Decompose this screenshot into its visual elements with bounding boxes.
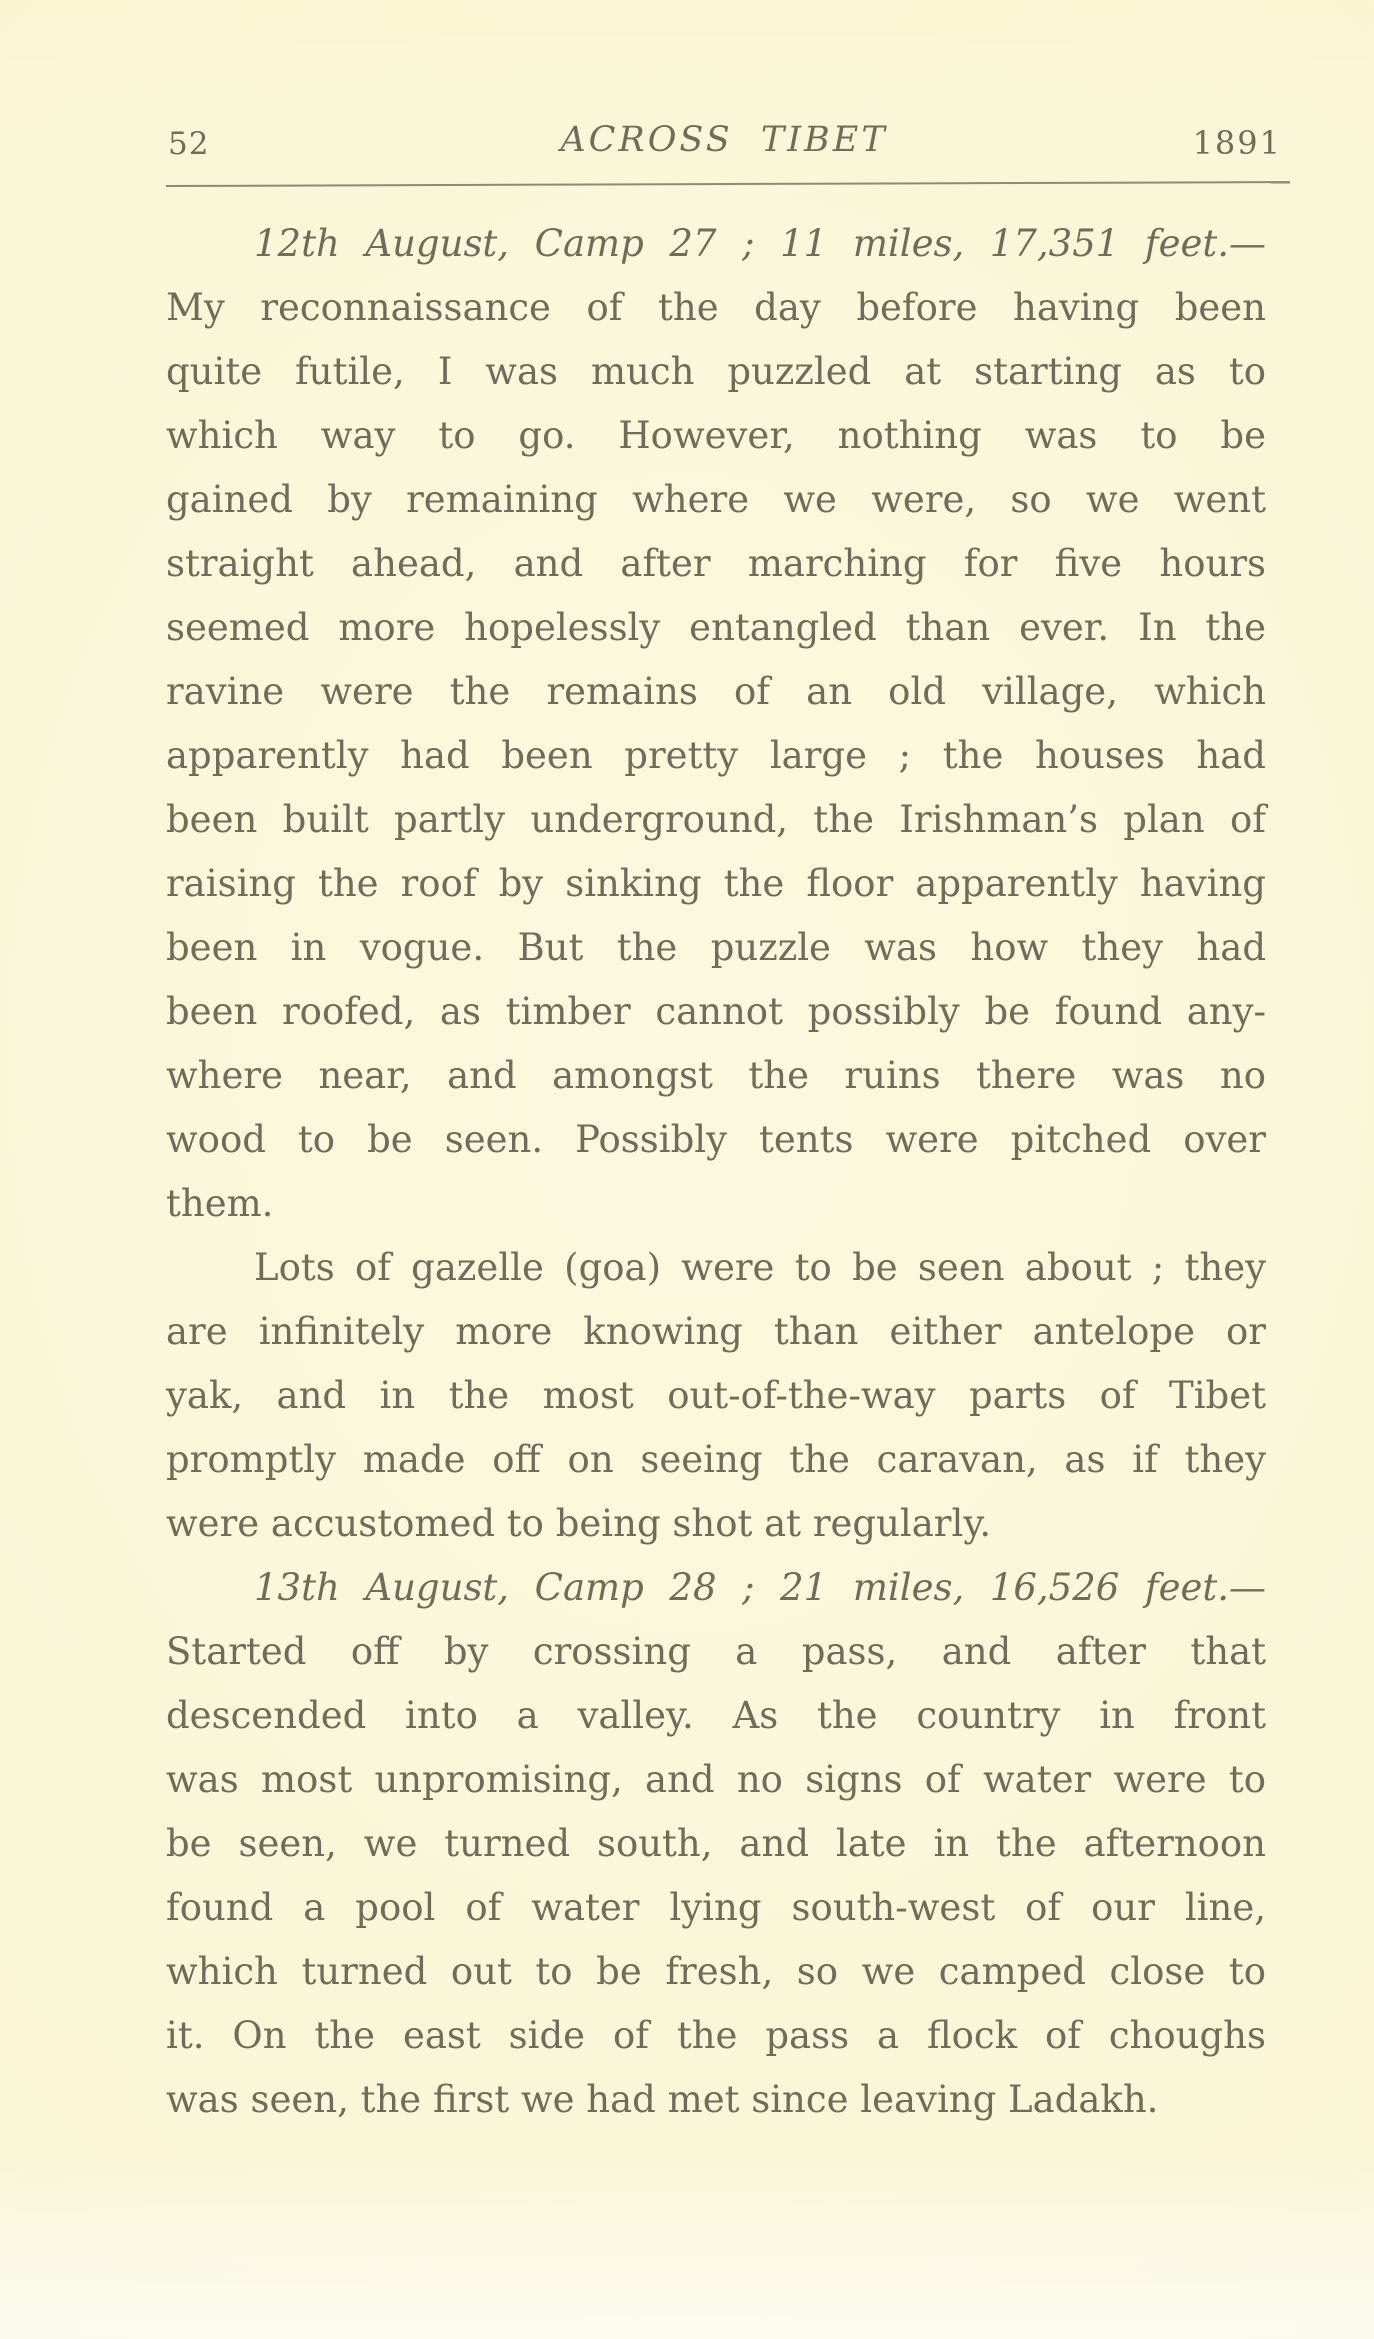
text-line: where near, and amongst the ruins there was no	[166, 1054, 1266, 1097]
text-line: gained by remaining where we were, so we went	[166, 478, 1266, 521]
header-rule	[166, 181, 1290, 187]
paragraph	[166, 1236, 1266, 1556]
text-line: was seen, the first we had met since leaving Ladakh.	[166, 2078, 1159, 2121]
text-line: quite futile, I was much puzzled at starting as to	[166, 350, 1266, 393]
text-line: wood to be seen. Possibly tents were pitched over	[166, 1118, 1266, 1161]
running-title: ACROSS TIBET	[560, 120, 888, 160]
text-line: raising the roof by sinking the floor apparently having	[166, 862, 1266, 905]
text-line: ravine were the remains of an old village, which	[166, 670, 1266, 713]
text-body	[166, 212, 1266, 2132]
page-number: 52	[168, 126, 210, 162]
text-line: which way to go. However, nothing was to be	[166, 414, 1266, 457]
header-year: 1891	[1192, 124, 1282, 162]
text-line: promptly made off on seeing the caravan, as if they	[166, 1438, 1266, 1481]
text-line: was most unpromising, and no signs of water were to	[166, 1758, 1266, 1801]
text-line: Started off by crossing a pass, and after that	[166, 1630, 1266, 1673]
running-header	[166, 118, 1282, 166]
text-line: are infinitely more knowing than either antelope or	[166, 1310, 1266, 1353]
journal-entry-heading-line: 13th August, Camp 28 ; 21 miles, 16,526 feet.—	[254, 1566, 1266, 1609]
paragraph	[166, 1556, 1266, 2132]
text-line: it. On the east side of the pass a flock of choughs	[166, 2014, 1266, 2057]
text-line: seemed more hopelessly entangled than ever. In the	[166, 606, 1266, 649]
journal-entry-heading-line: 12th August, Camp 27 ; 11 miles, 17,351 feet.—	[254, 222, 1266, 265]
text-line: been roofed, as timber cannot possibly be found any-	[166, 990, 1266, 1033]
text-line: My reconnaissance of the day before having been	[166, 286, 1266, 329]
text-line: been in vogue. But the puzzle was how they had	[166, 926, 1266, 969]
text-line: straight ahead, and after marching for five hours	[166, 542, 1266, 585]
text-line: been built partly underground, the Irishman’s plan of	[166, 798, 1266, 841]
text-line: apparently had been pretty large ; the houses had	[166, 734, 1266, 777]
text-line: which turned out to be fresh, so we camped close to	[166, 1950, 1266, 1993]
text-line: were accustomed to being shot at regularly.	[166, 1502, 992, 1545]
paragraph	[166, 212, 1266, 1236]
text-line: descended into a valley. As the country in front	[166, 1694, 1266, 1737]
text-line: be seen, we turned south, and late in the afternoon	[166, 1822, 1266, 1865]
text-line: Lots of gazelle (goa) were to be seen about ; they	[254, 1246, 1266, 1289]
text-line: them.	[166, 1182, 274, 1225]
text-line: yak, and in the most out-of-the-way parts of Tibet	[166, 1374, 1266, 1417]
text-line: found a pool of water lying south-west of our line,	[166, 1886, 1266, 1929]
